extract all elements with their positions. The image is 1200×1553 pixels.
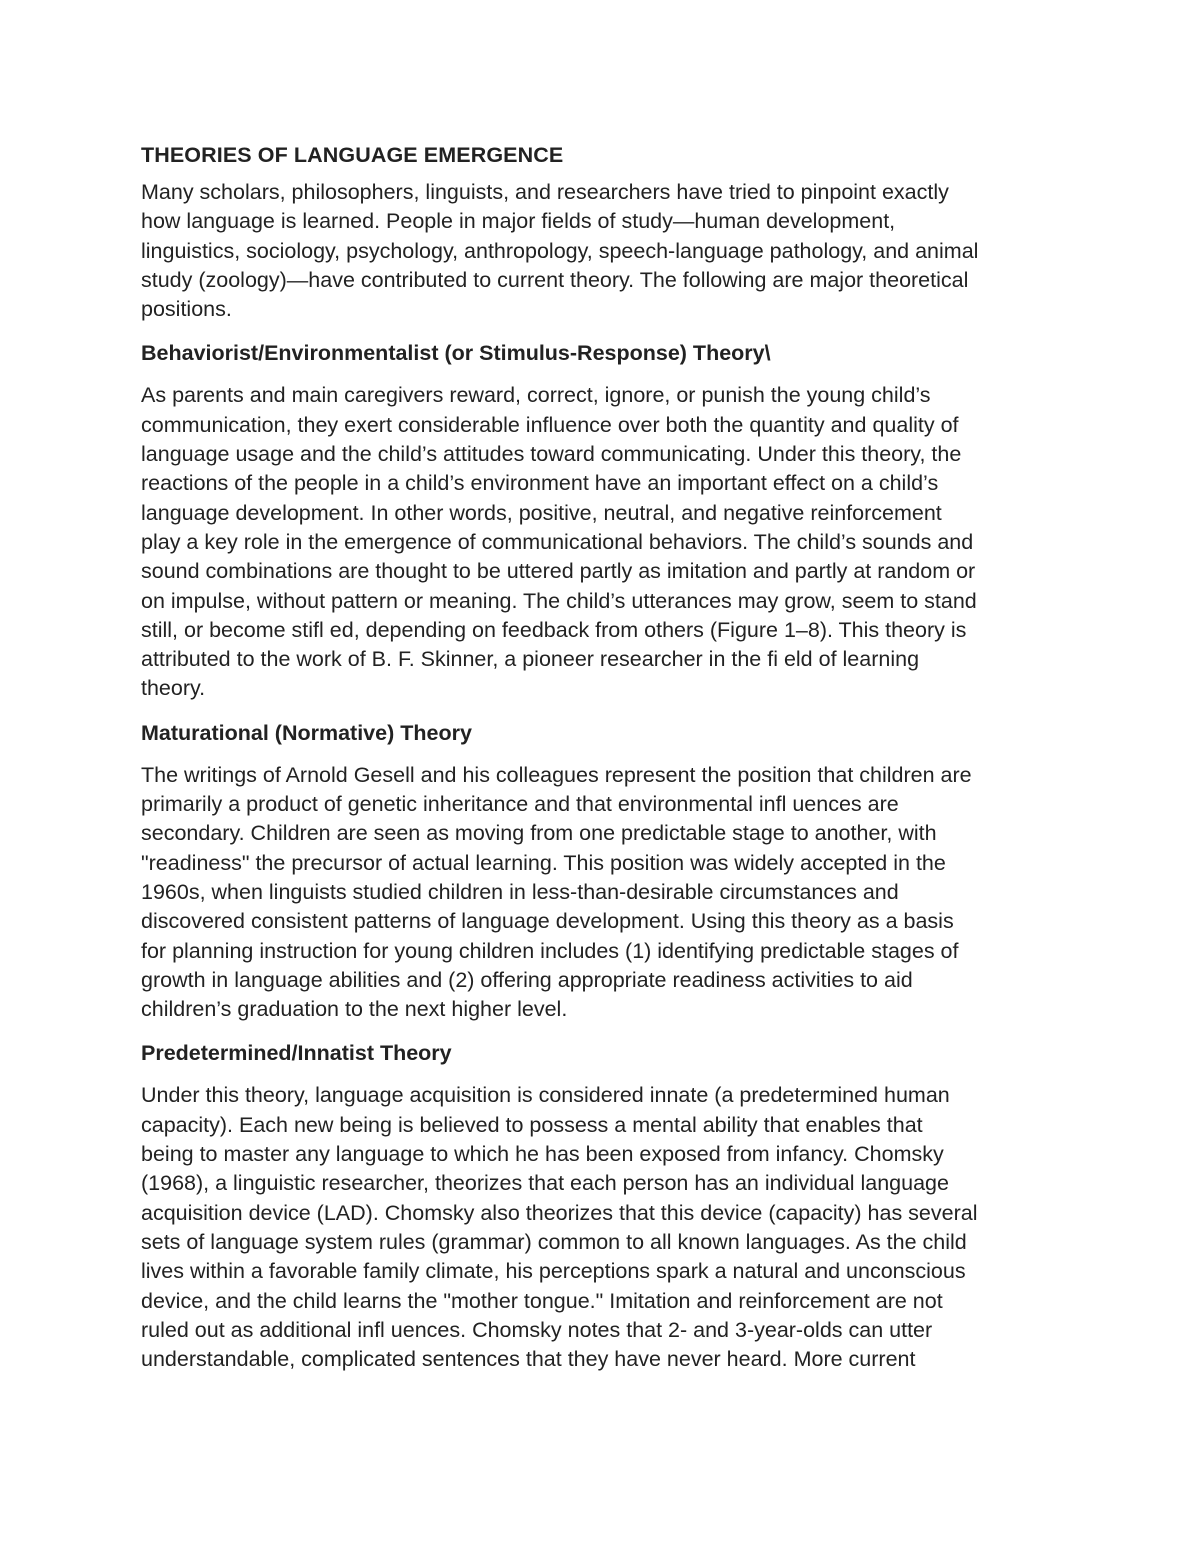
document-page <box>141 140 1066 1388</box>
paragraph-line: on impulse, without pattern or meaning. The child’s utterances may grow, seem to stand <box>141 588 977 613</box>
paragraph-line: attributed to the work of B. F. Skinner, a pioneer researcher in the fi eld of learning <box>141 647 920 672</box>
paragraph-line: capacity). Each new being is believed to possess a mental ability that enables that <box>141 1112 923 1137</box>
section-paragraph-maturational <box>141 761 1066 1025</box>
page-title: THEORIES OF LANGUAGE EMERGENCE <box>141 143 564 167</box>
paragraph-line: The writings of Arnold Gesell and his colleagues represent the position that children are <box>141 762 972 787</box>
paragraph-line: children’s graduation to the next higher level. <box>141 997 568 1022</box>
paragraph-line: discovered consistent patterns of language development. Using this theory as a basis <box>141 909 954 934</box>
section-heading-innatist: Predetermined/Innatist Theory <box>141 1041 452 1066</box>
paragraph-line: language development. In other words, positive, neutral, and negative reinforcement <box>141 500 942 525</box>
paragraph-line: ruled out as additional infl uences. Chomsky notes that 2- and 3-year-olds can utter <box>141 1317 933 1342</box>
paragraph-line: Under this theory, language acquisition is considered innate (a predetermined human <box>141 1083 950 1108</box>
section-heading-maturational: Maturational (Normative) Theory <box>141 720 472 745</box>
paragraph-line: acquisition device (LAD). Chomsky also theorizes that this device (capacity) has several <box>141 1200 978 1225</box>
intro-paragraph <box>141 178 1066 324</box>
paragraph-line: device, and the child learns the "mother tongue." Imitation and reinforcement are not <box>141 1288 943 1313</box>
paragraph-line: linguistics, sociology, psychology, anthropology, speech-language pathology, and animal <box>141 238 979 263</box>
paragraph-line: sound combinations are thought to be uttered partly as imitation and partly at random or <box>141 559 976 584</box>
paragraph-line: primarily a product of genetic inheritance and that environmental infl uences are <box>141 792 899 817</box>
paragraph-line: As parents and main caregivers reward, correct, ignore, or punish the young child’s <box>141 383 931 408</box>
paragraph-line: lives within a favorable family climate, his perceptions spark a natural and unconscious <box>141 1259 966 1284</box>
paragraph-line: sets of language system rules (grammar) common to all known languages. As the child <box>141 1229 967 1254</box>
paragraph-line: for planning instruction for young children includes (1) identifying predictable stages of <box>141 938 959 963</box>
paragraph-line: understandable, complicated sentences that they have never heard. More current <box>141 1347 916 1372</box>
section-paragraph-behaviorist <box>141 381 1066 703</box>
paragraph-line: being to master any language to which he has been exposed from infancy. Chomsky <box>141 1142 944 1167</box>
paragraph-line: 1960s, when linguists studied children in less-than-desirable circumstances and <box>141 879 899 904</box>
paragraph-line: how language is learned. People in major fields of study—human development, <box>141 209 896 234</box>
paragraph-line: secondary. Children are seen as moving from one predictable stage to another, with <box>141 821 937 846</box>
paragraph-line: language usage and the child’s attitudes toward communicating. Under this theory, the <box>141 442 962 467</box>
paragraph-line: communication, they exert considerable influence over both the quantity and quality of <box>141 412 959 437</box>
paragraph-line: positions. <box>141 297 232 322</box>
paragraph-line: (1968), a linguistic researcher, theorizes that each person has an individual language <box>141 1171 949 1196</box>
paragraph-line: growth in language abilities and (2) offering appropriate readiness activities to aid <box>141 967 913 992</box>
paragraph-line: theory. <box>141 676 206 701</box>
paragraph-line: Many scholars, philosophers, linguists, and researchers have tried to pinpoint exactly <box>141 180 949 204</box>
paragraph-line: play a key role in the emergence of communicational behaviors. The child’s sounds and <box>141 529 974 554</box>
paragraph-line: still, or become stifl ed, depending on feedback from others (Figure 1–8). This theory is <box>141 617 967 642</box>
section-heading-behaviorist: Behaviorist/Environmentalist (or Stimulus-Response) Theory\ <box>141 341 771 366</box>
paragraph-line: study (zoology)—have contributed to current theory. The following are major theoretical <box>141 267 969 292</box>
section-paragraph-innatist <box>141 1081 1066 1374</box>
paragraph-line: "readiness" the precursor of actual learning. This position was widely accepted in the <box>141 850 946 875</box>
paragraph-line: reactions of the people in a child’s environment have an important effect on a child’s <box>141 471 939 496</box>
